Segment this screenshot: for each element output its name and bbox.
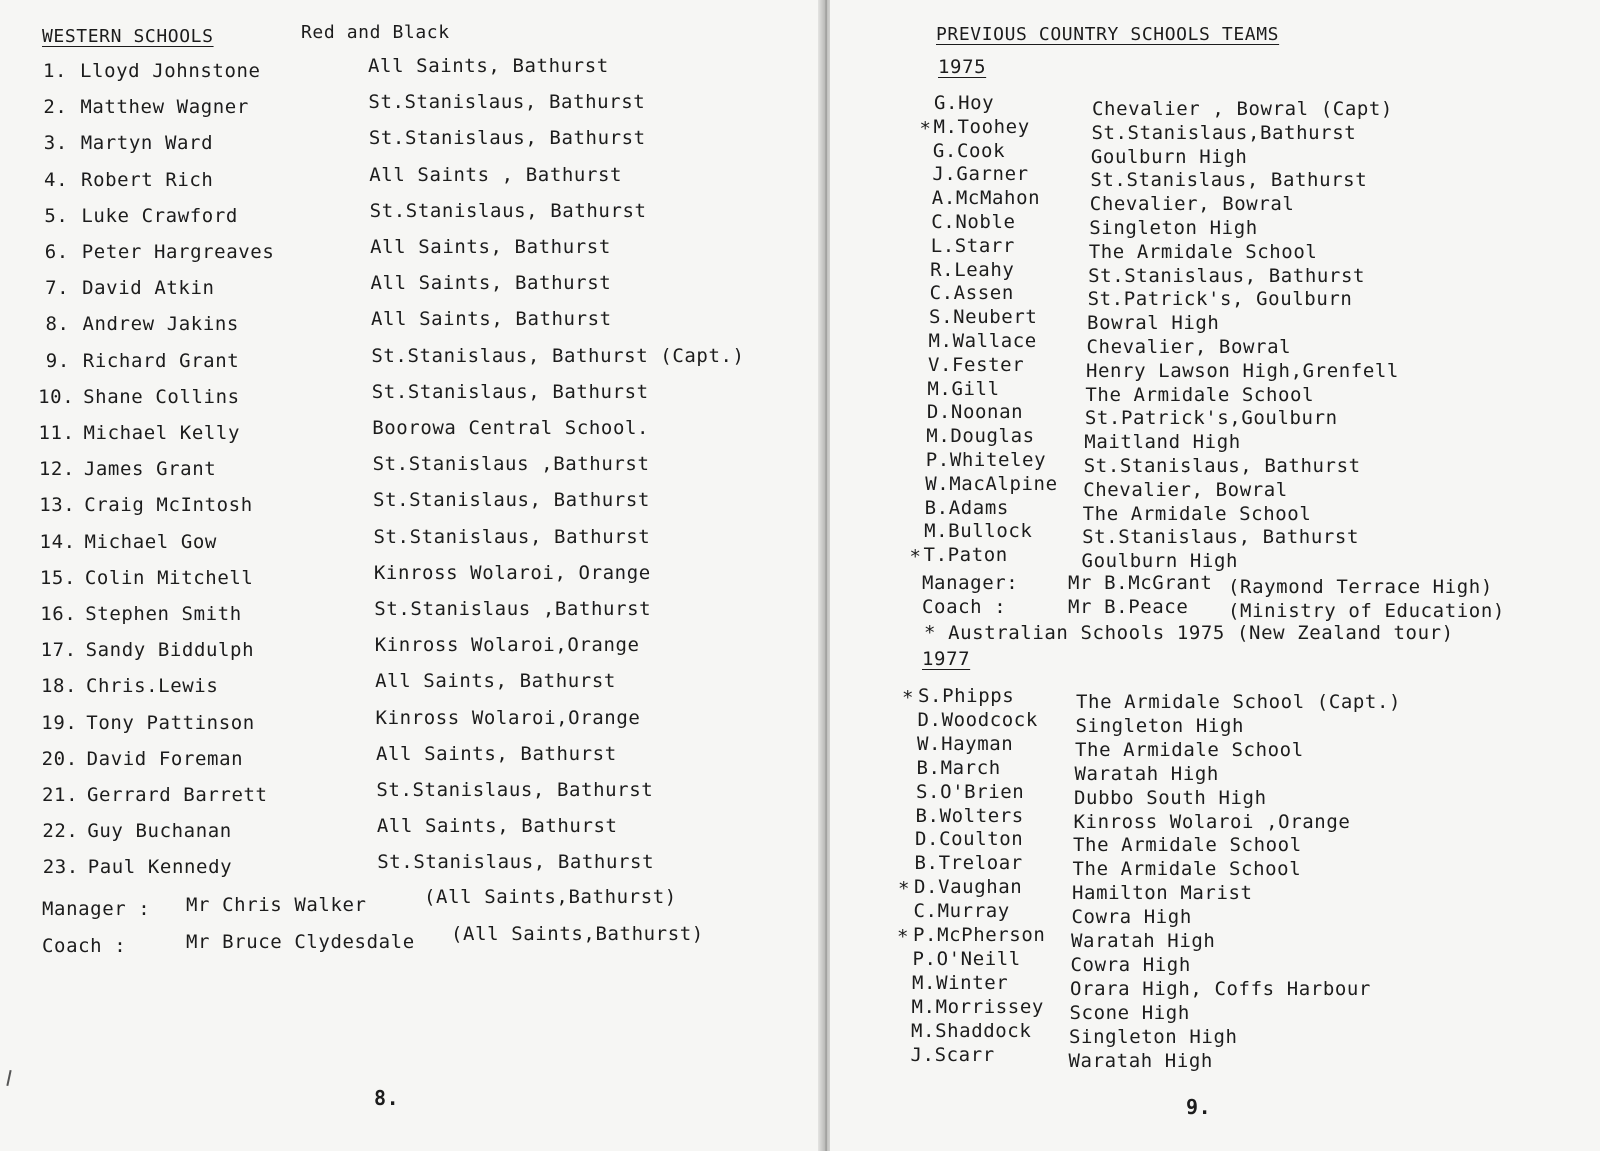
player-school: All Saints, Bathurst [375, 670, 616, 693]
player-name: C.Murray [913, 900, 1010, 923]
player-number: 22. [42, 820, 79, 843]
player-school: Dubbo South High [1074, 786, 1267, 809]
player-school: St.Stanislaus, Bathurst [1088, 264, 1366, 287]
player-name: J.Garner [932, 163, 1029, 186]
player-name: Gerrard Barrett [87, 784, 268, 806]
player-number: 2. [43, 96, 68, 119]
player-name: P.McPherson [913, 924, 1046, 946]
player-number: 5. [44, 204, 69, 227]
player-name: B.March [916, 756, 1001, 779]
player-name: Tony Pattinson [86, 711, 255, 734]
player-school: Kinross Wolaroi,Orange [375, 706, 641, 729]
official-school: (All Saints,Bathurst) [424, 886, 677, 908]
player-school: St.Stanislaus, Bathurst [1083, 455, 1361, 477]
player-number: 7. [45, 277, 70, 300]
player-name: David Foreman [86, 747, 244, 770]
player-school: All Saints, Bathurst [368, 55, 609, 77]
player-name: R.Leahy [930, 258, 1015, 281]
player-school: Waratah High [1074, 762, 1219, 785]
player-name: Matthew Wagner [80, 96, 249, 119]
player-school: St.Stanislaus, Bathurst [373, 525, 651, 548]
official-school: (Ministry of Education) [1228, 600, 1505, 622]
official-name: Mr Chris Walker [186, 894, 367, 916]
player-name: Craig McIntosh [84, 494, 253, 517]
player-school: Waratah High [1068, 1049, 1213, 1072]
player-school: St.Stanislaus, Bathurst [368, 91, 646, 114]
player-school: Scone High [1069, 1001, 1190, 1024]
official-name: Mr B.McGrant [1068, 572, 1213, 594]
official-role: Coach : [922, 596, 1007, 618]
player-name: S.O'Brien [916, 780, 1025, 803]
year-heading: 1975 [938, 56, 987, 78]
player-school: The Armidale School (Capt.) [1076, 691, 1402, 713]
official-name: Mr Bruce Clydesdale [186, 931, 415, 953]
player-number: 19. [41, 711, 78, 734]
player-school: St.Stanislaus, Bathurst (Capt.) [371, 344, 745, 367]
player-name: S.Phipps [918, 685, 1015, 707]
player-school: Goulburn High [1081, 550, 1239, 573]
player-school: Chevalier , Bowral (Capt) [1092, 98, 1393, 120]
player-name: D.Noonan [926, 401, 1024, 424]
player-school: All Saints, Bathurst [375, 742, 617, 765]
western-schools-heading: WESTERN SCHOOLS [42, 26, 214, 47]
page-number-right: 9. [1186, 1095, 1212, 1119]
year-heading: 1977 [922, 648, 971, 670]
player-number: 14. [39, 530, 76, 553]
player-name: D.Woodcock [917, 708, 1038, 731]
player-school: Goulburn High [1090, 145, 1248, 168]
player-name: J.Scarr [910, 1043, 995, 1066]
player-name: B.Wolters [915, 804, 1024, 827]
player-school: All Saints , Bathurst [369, 163, 623, 186]
player-school: Bowral High [1087, 312, 1220, 335]
player-school: St.Stanislaus, Bathurst [373, 489, 650, 512]
official-role: Manager: [922, 572, 1019, 594]
player-school: Henry Lawson High,Grenfell [1085, 359, 1399, 382]
player-school: The Armidale School [1072, 858, 1302, 881]
player-school: All Saints, Bathurst [376, 815, 618, 838]
player-name: B.Adams [924, 496, 1009, 519]
official-school: (Raymond Terrace High) [1228, 576, 1493, 598]
player-name: Chris.Lewis [85, 675, 219, 698]
player-name: P.O'Neill [912, 947, 1021, 970]
player-name: M.Wallace [928, 330, 1037, 352]
player-school: Singleton High [1089, 217, 1258, 239]
right-page [830, 0, 1600, 1151]
player-school: Boorowa Central School. [372, 417, 650, 439]
player-number: 6. [44, 241, 69, 263]
player-name: D.Vaughan [914, 876, 1023, 899]
player-school: Singleton High [1069, 1025, 1238, 1048]
player-school: Cowra High [1071, 906, 1192, 929]
official-name: Mr B.Peace [1068, 596, 1189, 618]
player-name: M.Winter [912, 971, 1009, 994]
player-school: Hamilton Marist [1072, 882, 1253, 905]
player-number: 1. [43, 60, 68, 82]
player-name: A.McMahon [931, 187, 1041, 210]
player-school: St.Stanislaus, Bathurst [371, 380, 649, 403]
page-number-left: 8. [374, 1086, 400, 1110]
player-school: St.Patrick's,Goulburn [1084, 407, 1338, 430]
player-name: Shane Collins [83, 385, 240, 408]
player-number: 10. [38, 385, 75, 408]
official-role: Coach : [42, 935, 127, 957]
player-number: 11. [38, 422, 75, 444]
player-name: Luke Crawford [81, 204, 238, 227]
player-name: Colin Mitchell [84, 566, 254, 589]
player-school: St.Stanislaus, Bathurst [377, 851, 655, 874]
player-name: Michael Kelly [83, 422, 241, 444]
player-name: M.Bullock [924, 520, 1033, 543]
player-school: St.Stanislaus, Bathurst [376, 779, 654, 801]
player-school: St.Stanislaus, Bathurst [368, 127, 646, 150]
player-name: Andrew Jakins [82, 313, 239, 336]
player-name: W.Hayman [917, 732, 1014, 755]
player-number: 15. [39, 566, 77, 589]
player-name: G.Hoy [934, 92, 995, 114]
player-name: L.Starr [930, 234, 1015, 257]
player-name: W.MacAlpine [925, 472, 1058, 495]
player-school: Chevalier, Bowral [1083, 478, 1288, 501]
player-number: 21. [42, 784, 79, 806]
player-name: M.Shaddock [911, 1019, 1032, 1042]
player-school: Orara High, Coffs Harbour [1070, 977, 1371, 1000]
player-name: Sandy Biddulph [85, 639, 255, 662]
player-name: M.Morrissey [911, 995, 1044, 1018]
player-name: G.Cook [932, 139, 1006, 162]
player-name: Martyn Ward [80, 132, 214, 155]
player-name: T.Paton [923, 544, 1008, 567]
player-school: All Saints, Bathurst [370, 308, 612, 331]
player-name: James Grant [83, 458, 217, 481]
player-name: P.Whiteley [925, 449, 1047, 471]
player-name: David Atkin [82, 277, 215, 300]
player-name: M.Gill [927, 377, 1000, 400]
player-name: D.Coulton [915, 828, 1024, 851]
player-school: All Saints, Bathurst [370, 236, 611, 258]
player-school: The Armidale School [1085, 383, 1315, 406]
captain-star-mark: * [902, 687, 915, 709]
player-school: Kinross Wolaroi,Orange [374, 634, 640, 657]
player-school: Waratah High [1071, 930, 1216, 952]
player-school: Singleton High [1075, 714, 1245, 737]
player-number: 23. [42, 856, 79, 879]
player-school: St.Stanislaus ,Bathurst [372, 453, 650, 476]
captain-star-mark: * [919, 117, 932, 140]
player-school: Cowra High [1070, 953, 1191, 976]
official-role: Manager : [42, 898, 151, 920]
captain-star-mark: * [897, 926, 910, 948]
player-number: 12. [38, 458, 75, 481]
team-colours: Red and Black [301, 22, 450, 43]
player-school: Chevalier, Bowral [1086, 336, 1292, 358]
player-school: Kinross Wolaroi, Orange [373, 561, 651, 584]
player-school: Maitland High [1084, 431, 1241, 454]
player-name: Stephen Smith [85, 603, 242, 625]
player-school: Kinross Wolaroi ,Orange [1073, 810, 1351, 833]
footnote: * Australian Schools 1975 (New Zealand tour) [924, 622, 1454, 644]
player-name: C.Noble [931, 211, 1016, 233]
player-name: B.Treloar [914, 852, 1023, 875]
player-school: St.Stanislaus ,Bathurst [374, 598, 652, 620]
player-school: St.Stanislaus,Bathurst [1091, 121, 1357, 144]
player-school: Chevalier, Bowral [1089, 193, 1295, 216]
player-school: The Armidale School [1073, 834, 1302, 857]
player-school: The Armidale School [1082, 502, 1312, 525]
player-number: 8. [45, 313, 70, 336]
player-name: Paul Kennedy [87, 856, 233, 879]
player-name: Guy Buchanan [87, 820, 232, 843]
previous-teams-heading: PREVIOUS COUNTRY SCHOOLS TEAMS [936, 24, 1280, 45]
player-number: 16. [40, 603, 77, 625]
player-school: St.Stanislaus, Bathurst [369, 199, 647, 222]
player-name: S.Neubert [929, 306, 1038, 329]
player-name: C.Assen [929, 282, 1014, 305]
player-name: Richard Grant [82, 349, 240, 372]
captain-star-mark: * [909, 546, 922, 569]
player-name: M.Toohey [933, 115, 1030, 138]
player-number: 3. [43, 132, 68, 155]
player-school: St.Stanislaus, Bathurst [1082, 526, 1359, 549]
player-school: The Armidale School [1088, 240, 1318, 263]
captain-star-mark: * [898, 878, 911, 901]
player-number: 9. [45, 349, 70, 372]
player-name: Peter Hargreaves [81, 241, 275, 263]
player-school: St.Patrick's, Goulburn [1087, 288, 1353, 311]
player-name: M.Douglas [926, 425, 1035, 448]
player-number: 4. [44, 168, 69, 191]
player-school: St.Stanislaus, Bathurst [1090, 169, 1368, 192]
player-name: Michael Gow [84, 530, 217, 553]
player-school: All Saints, Bathurst [370, 272, 612, 295]
official-school: (All Saints,Bathurst) [451, 923, 704, 945]
player-name: V.Fester [927, 353, 1025, 376]
player-number: 13. [39, 494, 76, 517]
player-school: The Armidale School [1075, 738, 1304, 761]
player-number: 17. [40, 639, 77, 662]
player-number: 18. [40, 675, 78, 698]
player-name: Robert Rich [81, 168, 214, 191]
player-number: 20. [41, 747, 78, 770]
player-name: Lloyd Johnstone [80, 60, 261, 82]
